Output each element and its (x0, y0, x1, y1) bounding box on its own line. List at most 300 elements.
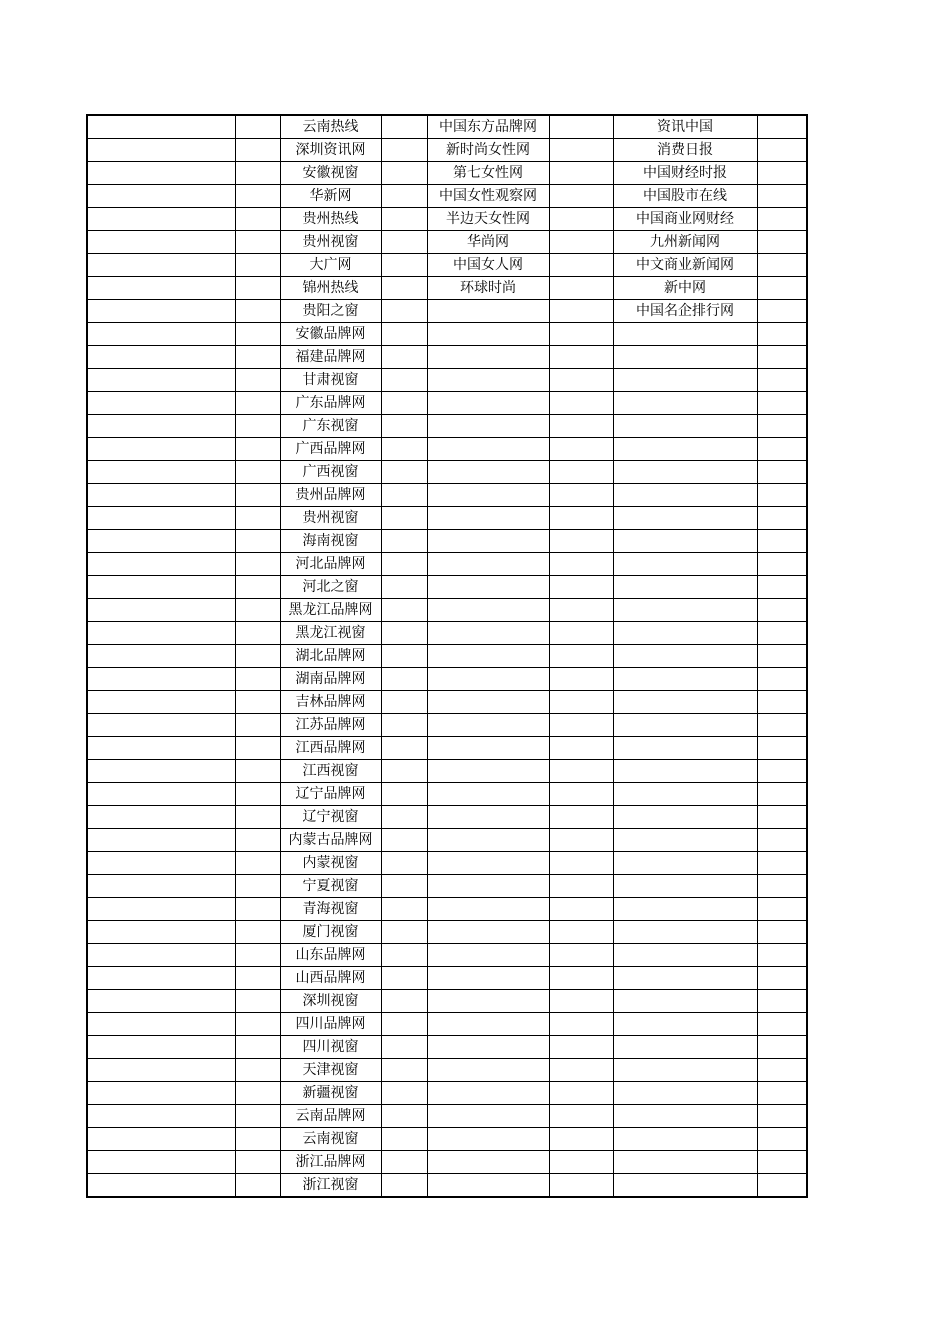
empty-cell[interactable] (549, 1059, 613, 1082)
cell-site-regional[interactable]: 海南视窗 (280, 530, 381, 553)
cell-site-regional[interactable]: 贵阳之窗 (280, 300, 381, 323)
cell-site-regional[interactable]: 云南热线 (280, 115, 381, 139)
empty-cell[interactable] (381, 553, 427, 576)
empty-cell[interactable] (381, 1059, 427, 1082)
empty-cell[interactable] (613, 1036, 757, 1059)
empty-cell[interactable] (757, 1128, 807, 1151)
empty-cell[interactable] (87, 507, 235, 530)
empty-cell[interactable] (549, 1036, 613, 1059)
empty-cell[interactable] (427, 645, 549, 668)
empty-cell[interactable] (87, 783, 235, 806)
empty-cell[interactable] (549, 1013, 613, 1036)
empty-cell[interactable] (549, 944, 613, 967)
cell-site-regional[interactable]: 安徽视窗 (280, 162, 381, 185)
empty-cell[interactable] (613, 1151, 757, 1174)
empty-cell[interactable] (87, 115, 235, 139)
cell-site-finance[interactable]: 中国商业网财经 (613, 208, 757, 231)
empty-cell[interactable] (87, 852, 235, 875)
empty-cell[interactable] (757, 300, 807, 323)
empty-cell[interactable] (427, 875, 549, 898)
empty-cell[interactable] (87, 576, 235, 599)
empty-cell[interactable] (549, 760, 613, 783)
empty-cell[interactable] (757, 323, 807, 346)
empty-cell[interactable] (613, 553, 757, 576)
empty-cell[interactable] (235, 323, 280, 346)
cell-site-regional[interactable]: 广东品牌网 (280, 392, 381, 415)
empty-cell[interactable] (381, 783, 427, 806)
cell-site-regional[interactable]: 宁夏视窗 (280, 875, 381, 898)
empty-cell[interactable] (87, 944, 235, 967)
cell-site-regional[interactable]: 贵州品牌网 (280, 484, 381, 507)
empty-cell[interactable] (757, 875, 807, 898)
cell-site-regional[interactable]: 四川品牌网 (280, 1013, 381, 1036)
cell-site-fashion[interactable]: 中国女性观察网 (427, 185, 549, 208)
empty-cell[interactable] (549, 346, 613, 369)
empty-cell[interactable] (381, 484, 427, 507)
empty-cell[interactable] (549, 323, 613, 346)
empty-cell[interactable] (235, 1059, 280, 1082)
cell-site-finance[interactable]: 中文商业新闻网 (613, 254, 757, 277)
empty-cell[interactable] (235, 1036, 280, 1059)
empty-cell[interactable] (235, 806, 280, 829)
empty-cell[interactable] (549, 185, 613, 208)
empty-cell[interactable] (87, 1036, 235, 1059)
cell-site-regional[interactable]: 四川视窗 (280, 1036, 381, 1059)
empty-cell[interactable] (235, 990, 280, 1013)
empty-cell[interactable] (235, 622, 280, 645)
empty-cell[interactable] (87, 898, 235, 921)
empty-cell[interactable] (235, 852, 280, 875)
empty-cell[interactable] (235, 461, 280, 484)
empty-cell[interactable] (427, 300, 549, 323)
empty-cell[interactable] (381, 967, 427, 990)
empty-cell[interactable] (381, 829, 427, 852)
cell-site-regional[interactable]: 江苏品牌网 (280, 714, 381, 737)
empty-cell[interactable] (757, 760, 807, 783)
empty-cell[interactable] (381, 369, 427, 392)
cell-site-regional[interactable]: 浙江视窗 (280, 1174, 381, 1198)
empty-cell[interactable] (549, 1082, 613, 1105)
empty-cell[interactable] (613, 691, 757, 714)
empty-cell[interactable] (235, 277, 280, 300)
empty-cell[interactable] (549, 967, 613, 990)
empty-cell[interactable] (87, 484, 235, 507)
empty-cell[interactable] (613, 507, 757, 530)
empty-cell[interactable] (381, 507, 427, 530)
empty-cell[interactable] (613, 783, 757, 806)
empty-cell[interactable] (427, 438, 549, 461)
empty-cell[interactable] (235, 185, 280, 208)
empty-cell[interactable] (427, 714, 549, 737)
cell-site-regional[interactable]: 江西视窗 (280, 760, 381, 783)
empty-cell[interactable] (87, 737, 235, 760)
empty-cell[interactable] (549, 369, 613, 392)
empty-cell[interactable] (427, 530, 549, 553)
cell-site-regional[interactable]: 安徽品牌网 (280, 323, 381, 346)
empty-cell[interactable] (87, 1128, 235, 1151)
empty-cell[interactable] (757, 208, 807, 231)
empty-cell[interactable] (235, 507, 280, 530)
cell-site-regional[interactable]: 湖南品牌网 (280, 668, 381, 691)
empty-cell[interactable] (381, 921, 427, 944)
empty-cell[interactable] (427, 346, 549, 369)
empty-cell[interactable] (757, 852, 807, 875)
empty-cell[interactable] (549, 438, 613, 461)
cell-site-regional[interactable]: 辽宁视窗 (280, 806, 381, 829)
empty-cell[interactable] (549, 115, 613, 139)
empty-cell[interactable] (381, 346, 427, 369)
empty-cell[interactable] (427, 898, 549, 921)
empty-cell[interactable] (757, 369, 807, 392)
empty-cell[interactable] (427, 415, 549, 438)
empty-cell[interactable] (87, 530, 235, 553)
empty-cell[interactable] (87, 392, 235, 415)
empty-cell[interactable] (381, 461, 427, 484)
empty-cell[interactable] (757, 1082, 807, 1105)
empty-cell[interactable] (757, 254, 807, 277)
empty-cell[interactable] (87, 760, 235, 783)
empty-cell[interactable] (613, 323, 757, 346)
empty-cell[interactable] (757, 461, 807, 484)
empty-cell[interactable] (235, 139, 280, 162)
empty-cell[interactable] (549, 254, 613, 277)
cell-site-regional[interactable]: 深圳资讯网 (280, 139, 381, 162)
empty-cell[interactable] (427, 1059, 549, 1082)
empty-cell[interactable] (235, 415, 280, 438)
empty-cell[interactable] (87, 369, 235, 392)
empty-cell[interactable] (381, 300, 427, 323)
empty-cell[interactable] (87, 645, 235, 668)
empty-cell[interactable] (235, 576, 280, 599)
cell-site-fashion[interactable]: 环球时尚 (427, 277, 549, 300)
empty-cell[interactable] (87, 1151, 235, 1174)
empty-cell[interactable] (757, 231, 807, 254)
empty-cell[interactable] (613, 346, 757, 369)
empty-cell[interactable] (549, 507, 613, 530)
cell-site-finance[interactable]: 资讯中国 (613, 115, 757, 139)
empty-cell[interactable] (87, 806, 235, 829)
empty-cell[interactable] (87, 300, 235, 323)
cell-site-fashion[interactable]: 新时尚女性网 (427, 139, 549, 162)
empty-cell[interactable] (613, 806, 757, 829)
empty-cell[interactable] (235, 967, 280, 990)
empty-cell[interactable] (381, 622, 427, 645)
empty-cell[interactable] (381, 599, 427, 622)
empty-cell[interactable] (427, 783, 549, 806)
empty-cell[interactable] (427, 829, 549, 852)
empty-cell[interactable] (235, 691, 280, 714)
cell-site-regional[interactable]: 甘肃视窗 (280, 369, 381, 392)
empty-cell[interactable] (427, 944, 549, 967)
cell-site-regional[interactable]: 内蒙古品牌网 (280, 829, 381, 852)
empty-cell[interactable] (757, 714, 807, 737)
empty-cell[interactable] (427, 392, 549, 415)
cell-site-finance[interactable]: 消费日报 (613, 139, 757, 162)
empty-cell[interactable] (549, 277, 613, 300)
cell-site-regional[interactable]: 厦门视窗 (280, 921, 381, 944)
empty-cell[interactable] (427, 990, 549, 1013)
cell-site-regional[interactable]: 黑龙江品牌网 (280, 599, 381, 622)
empty-cell[interactable] (613, 484, 757, 507)
empty-cell[interactable] (381, 645, 427, 668)
empty-cell[interactable] (235, 921, 280, 944)
empty-cell[interactable] (235, 438, 280, 461)
empty-cell[interactable] (235, 783, 280, 806)
empty-cell[interactable] (427, 760, 549, 783)
empty-cell[interactable] (549, 1174, 613, 1198)
empty-cell[interactable] (381, 185, 427, 208)
empty-cell[interactable] (613, 1082, 757, 1105)
empty-cell[interactable] (87, 691, 235, 714)
empty-cell[interactable] (613, 622, 757, 645)
empty-cell[interactable] (381, 392, 427, 415)
empty-cell[interactable] (757, 898, 807, 921)
empty-cell[interactable] (757, 622, 807, 645)
empty-cell[interactable] (549, 300, 613, 323)
empty-cell[interactable] (613, 760, 757, 783)
empty-cell[interactable] (549, 990, 613, 1013)
cell-site-regional[interactable]: 贵州热线 (280, 208, 381, 231)
empty-cell[interactable] (613, 921, 757, 944)
empty-cell[interactable] (381, 231, 427, 254)
empty-cell[interactable] (87, 990, 235, 1013)
cell-site-finance[interactable]: 中国股市在线 (613, 185, 757, 208)
cell-site-regional[interactable]: 江西品牌网 (280, 737, 381, 760)
empty-cell[interactable] (757, 553, 807, 576)
empty-cell[interactable] (381, 254, 427, 277)
empty-cell[interactable] (235, 714, 280, 737)
cell-site-regional[interactable]: 贵州视窗 (280, 507, 381, 530)
empty-cell[interactable] (757, 162, 807, 185)
empty-cell[interactable] (235, 392, 280, 415)
empty-cell[interactable] (549, 231, 613, 254)
cell-site-regional[interactable]: 山西品牌网 (280, 967, 381, 990)
empty-cell[interactable] (87, 1174, 235, 1198)
cell-site-regional[interactable]: 新疆视窗 (280, 1082, 381, 1105)
empty-cell[interactable] (235, 645, 280, 668)
cell-site-regional[interactable]: 吉林品牌网 (280, 691, 381, 714)
empty-cell[interactable] (235, 668, 280, 691)
empty-cell[interactable] (381, 1151, 427, 1174)
empty-cell[interactable] (549, 645, 613, 668)
empty-cell[interactable] (757, 645, 807, 668)
empty-cell[interactable] (613, 714, 757, 737)
cell-site-regional[interactable]: 黑龙江视窗 (280, 622, 381, 645)
empty-cell[interactable] (757, 806, 807, 829)
empty-cell[interactable] (613, 668, 757, 691)
empty-cell[interactable] (87, 714, 235, 737)
empty-cell[interactable] (381, 1036, 427, 1059)
empty-cell[interactable] (613, 1128, 757, 1151)
empty-cell[interactable] (235, 254, 280, 277)
empty-cell[interactable] (87, 162, 235, 185)
cell-site-finance[interactable]: 中国名企排行网 (613, 300, 757, 323)
empty-cell[interactable] (87, 185, 235, 208)
empty-cell[interactable] (549, 668, 613, 691)
empty-cell[interactable] (757, 484, 807, 507)
empty-cell[interactable] (235, 1151, 280, 1174)
cell-site-fashion[interactable]: 中国东方品牌网 (427, 115, 549, 139)
empty-cell[interactable] (87, 622, 235, 645)
empty-cell[interactable] (757, 1174, 807, 1198)
cell-site-fashion[interactable]: 华尚网 (427, 231, 549, 254)
empty-cell[interactable] (549, 737, 613, 760)
empty-cell[interactable] (549, 1105, 613, 1128)
empty-cell[interactable] (381, 760, 427, 783)
empty-cell[interactable] (613, 1013, 757, 1036)
empty-cell[interactable] (757, 392, 807, 415)
cell-site-finance[interactable]: 九州新闻网 (613, 231, 757, 254)
empty-cell[interactable] (549, 162, 613, 185)
cell-site-regional[interactable]: 湖北品牌网 (280, 645, 381, 668)
empty-cell[interactable] (381, 208, 427, 231)
empty-cell[interactable] (427, 507, 549, 530)
empty-cell[interactable] (613, 1105, 757, 1128)
cell-site-regional[interactable]: 锦州热线 (280, 277, 381, 300)
empty-cell[interactable] (757, 185, 807, 208)
empty-cell[interactable] (235, 1174, 280, 1198)
empty-cell[interactable] (427, 1151, 549, 1174)
empty-cell[interactable] (381, 944, 427, 967)
empty-cell[interactable] (235, 115, 280, 139)
empty-cell[interactable] (235, 944, 280, 967)
empty-cell[interactable] (549, 576, 613, 599)
empty-cell[interactable] (235, 898, 280, 921)
empty-cell[interactable] (381, 1105, 427, 1128)
empty-cell[interactable] (235, 1128, 280, 1151)
empty-cell[interactable] (613, 645, 757, 668)
empty-cell[interactable] (235, 737, 280, 760)
empty-cell[interactable] (757, 1036, 807, 1059)
empty-cell[interactable] (427, 967, 549, 990)
empty-cell[interactable] (381, 415, 427, 438)
empty-cell[interactable] (381, 875, 427, 898)
empty-cell[interactable] (757, 668, 807, 691)
empty-cell[interactable] (427, 1036, 549, 1059)
empty-cell[interactable] (549, 599, 613, 622)
empty-cell[interactable] (757, 599, 807, 622)
empty-cell[interactable] (427, 737, 549, 760)
cell-site-regional[interactable]: 辽宁品牌网 (280, 783, 381, 806)
cell-site-regional[interactable]: 华新网 (280, 185, 381, 208)
empty-cell[interactable] (757, 115, 807, 139)
empty-cell[interactable] (381, 115, 427, 139)
cell-site-regional[interactable]: 河北之窗 (280, 576, 381, 599)
cell-site-fashion[interactable]: 半边天女性网 (427, 208, 549, 231)
empty-cell[interactable] (381, 139, 427, 162)
empty-cell[interactable] (381, 898, 427, 921)
empty-cell[interactable] (381, 323, 427, 346)
empty-cell[interactable] (87, 1082, 235, 1105)
empty-cell[interactable] (87, 1105, 235, 1128)
cell-site-regional[interactable]: 山东品牌网 (280, 944, 381, 967)
empty-cell[interactable] (613, 599, 757, 622)
empty-cell[interactable] (757, 139, 807, 162)
empty-cell[interactable] (381, 806, 427, 829)
cell-site-regional[interactable]: 福建品牌网 (280, 346, 381, 369)
cell-site-finance[interactable]: 新中网 (613, 277, 757, 300)
empty-cell[interactable] (613, 875, 757, 898)
empty-cell[interactable] (427, 1174, 549, 1198)
empty-cell[interactable] (427, 691, 549, 714)
empty-cell[interactable] (549, 691, 613, 714)
empty-cell[interactable] (381, 668, 427, 691)
empty-cell[interactable] (427, 852, 549, 875)
empty-cell[interactable] (427, 553, 549, 576)
cell-site-fashion[interactable]: 中国女人网 (427, 254, 549, 277)
empty-cell[interactable] (87, 599, 235, 622)
empty-cell[interactable] (757, 1059, 807, 1082)
empty-cell[interactable] (613, 438, 757, 461)
empty-cell[interactable] (549, 1151, 613, 1174)
empty-cell[interactable] (427, 461, 549, 484)
empty-cell[interactable] (427, 484, 549, 507)
empty-cell[interactable] (381, 990, 427, 1013)
empty-cell[interactable] (87, 967, 235, 990)
empty-cell[interactable] (549, 553, 613, 576)
empty-cell[interactable] (235, 1082, 280, 1105)
empty-cell[interactable] (87, 438, 235, 461)
empty-cell[interactable] (235, 162, 280, 185)
cell-site-regional[interactable]: 大广网 (280, 254, 381, 277)
empty-cell[interactable] (235, 300, 280, 323)
empty-cell[interactable] (757, 507, 807, 530)
empty-cell[interactable] (235, 1105, 280, 1128)
empty-cell[interactable] (427, 1105, 549, 1128)
empty-cell[interactable] (613, 530, 757, 553)
empty-cell[interactable] (87, 553, 235, 576)
empty-cell[interactable] (87, 1013, 235, 1036)
empty-cell[interactable] (235, 231, 280, 254)
cell-site-fashion[interactable]: 第七女性网 (427, 162, 549, 185)
empty-cell[interactable] (613, 990, 757, 1013)
empty-cell[interactable] (549, 921, 613, 944)
empty-cell[interactable] (757, 921, 807, 944)
empty-cell[interactable] (381, 162, 427, 185)
empty-cell[interactable] (235, 346, 280, 369)
empty-cell[interactable] (381, 852, 427, 875)
cell-site-regional[interactable]: 广西视窗 (280, 461, 381, 484)
empty-cell[interactable] (549, 806, 613, 829)
empty-cell[interactable] (613, 369, 757, 392)
empty-cell[interactable] (381, 576, 427, 599)
empty-cell[interactable] (87, 254, 235, 277)
empty-cell[interactable] (757, 783, 807, 806)
empty-cell[interactable] (427, 576, 549, 599)
empty-cell[interactable] (613, 415, 757, 438)
empty-cell[interactable] (549, 852, 613, 875)
cell-site-regional[interactable]: 河北品牌网 (280, 553, 381, 576)
empty-cell[interactable] (427, 1128, 549, 1151)
empty-cell[interactable] (87, 277, 235, 300)
empty-cell[interactable] (381, 438, 427, 461)
empty-cell[interactable] (613, 829, 757, 852)
empty-cell[interactable] (381, 714, 427, 737)
empty-cell[interactable] (87, 415, 235, 438)
empty-cell[interactable] (427, 806, 549, 829)
empty-cell[interactable] (235, 829, 280, 852)
empty-cell[interactable] (235, 369, 280, 392)
empty-cell[interactable] (549, 415, 613, 438)
empty-cell[interactable] (549, 1128, 613, 1151)
empty-cell[interactable] (235, 553, 280, 576)
cell-site-regional[interactable]: 贵州视窗 (280, 231, 381, 254)
empty-cell[interactable] (381, 1174, 427, 1198)
empty-cell[interactable] (757, 944, 807, 967)
empty-cell[interactable] (235, 484, 280, 507)
empty-cell[interactable] (235, 875, 280, 898)
empty-cell[interactable] (427, 369, 549, 392)
